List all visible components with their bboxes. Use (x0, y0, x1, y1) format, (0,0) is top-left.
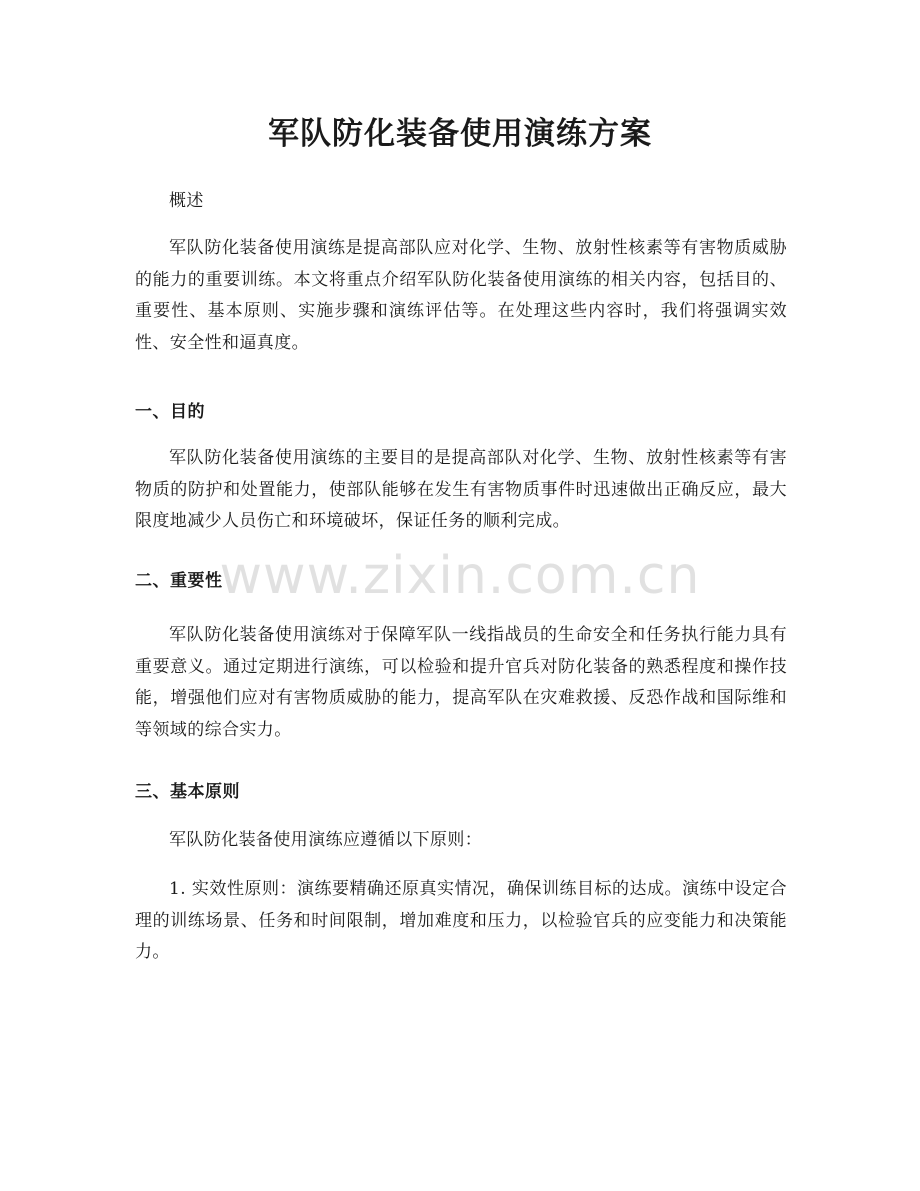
section-heading-principles: 三、基本原则 (135, 782, 240, 802)
overview-label: 概述 (169, 191, 204, 211)
overview-paragraph: 军队防化装备使用演练是提高部队应对化学、生物、放射性核素等有害物质威胁的能力的重要训练。本文将重点介绍军队防化装备使用演练的相关内容，包括目的、重要性、基本原则、实施步骤和演练评估等。在处理这些内容时，我们将强调实效性、安全性和逼真度。 (135, 238, 787, 353)
section-paragraph-purpose: 军队防化装备使用演练的主要目的是提高部队对化学、生物、放射性核素等有害物质的防护和处置能力，使部队能够在发生有害物质事件时迅速做出正确反应，最大限度地减少人员伤亡和环境破坏，保证任务的顺利完成。 (135, 448, 787, 531)
principle-item-effectiveness: 1. 实效性原则：演练要精确还原真实情况，确保训练目标的达成。演练中设定合理的训练场景、任务和时间限制，增加难度和压力，以检验官兵的应变能力和决策能力。 (135, 879, 787, 962)
watermark: www.zixin.com.cn (219, 546, 701, 606)
section-heading-purpose: 一、目的 (135, 402, 205, 422)
section-paragraph-principles-intro: 军队防化装备使用演练应遵循以下原则： (169, 830, 483, 850)
section-heading-importance: 二、重要性 (135, 571, 223, 591)
section-paragraph-importance: 军队防化装备使用演练对于保障军队一线指战员的生命安全和任务执行能力具有重要意义。通过定期进行演练，可以检验和提升官兵对防化装备的熟悉程度和操作技能，增强他们应对有害物质威胁的能力，提高军队在灾难救援、反恐作战和国际维和等领域的综合实力。 (135, 625, 787, 740)
document-title: 军队防化装备使用演练方案 (268, 116, 652, 152)
